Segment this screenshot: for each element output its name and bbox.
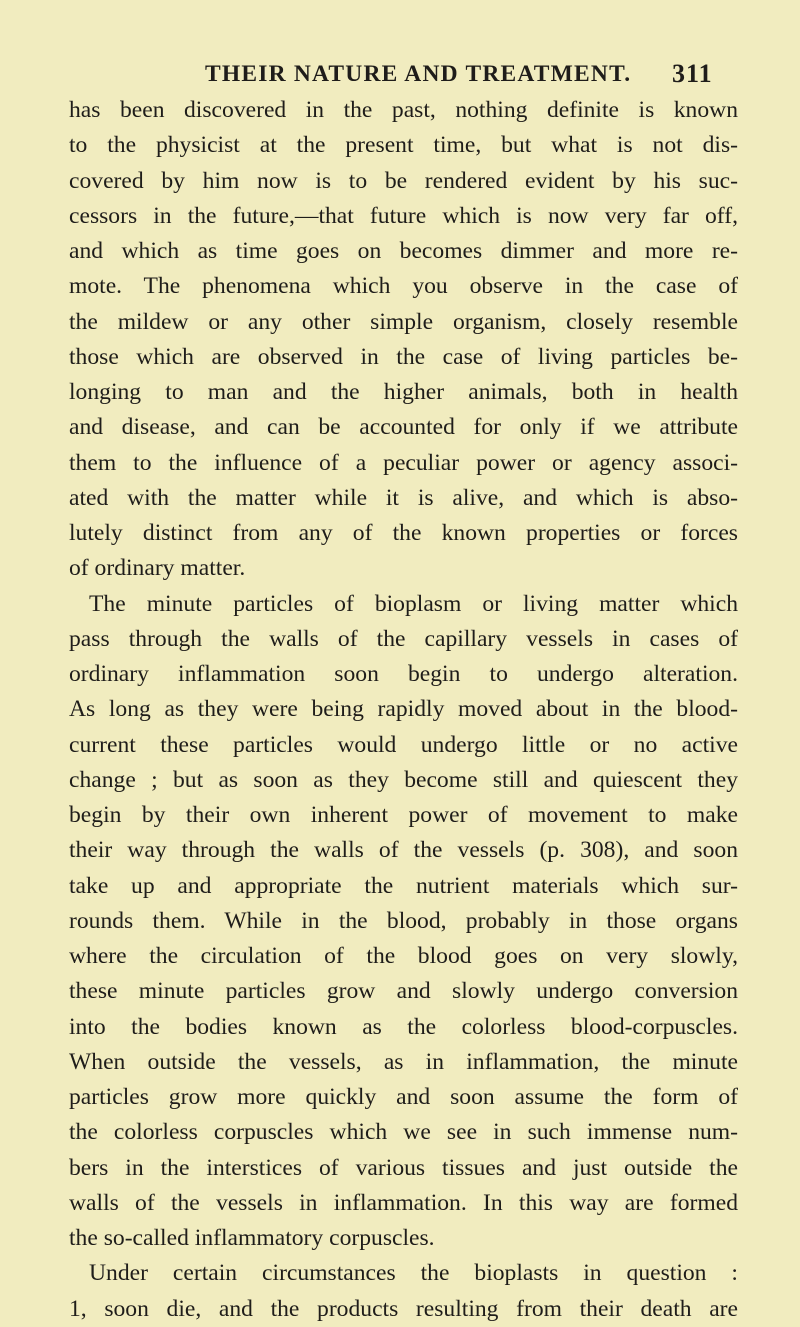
text-line: has been discovered in the past, nothing definite is known <box>69 97 738 123</box>
text-line: rounds them. While in the blood, probably in those organs <box>69 907 738 934</box>
text-line: pass through the walls of the capillary vessels in cases of <box>69 625 738 652</box>
text-line: the colorless corpuscles which we see in such immense num- <box>69 1119 738 1146</box>
text-line: begin by their own inherent power of movement to make <box>69 802 738 828</box>
text-line: the so-called inflammatory corpuscles. <box>69 1225 435 1251</box>
text-line: to the physicist at the present time, but what is not dis- <box>69 132 738 159</box>
body-text <box>69 93 738 1327</box>
page-number: 311 <box>672 59 713 88</box>
text-line: ated with the matter while it is alive, and which is abso- <box>69 484 738 511</box>
text-line: current these particles would undergo little or no active <box>69 731 738 758</box>
text-line: take up and appropriate the nutrient materials which sur- <box>69 872 738 899</box>
text-line: those which are observed in the case of living particles be- <box>69 343 738 370</box>
text-line: ordinary inflammation soon begin to undergo alteration. <box>69 661 738 687</box>
text-line: lutely distinct from any of the known properties or forces <box>69 520 738 546</box>
text-line: longing to man and the higher animals, both in health <box>69 379 738 405</box>
text-line: of ordinary matter. <box>69 555 246 582</box>
text-line: cessors in the future,—that future which is now very far off, <box>69 202 738 229</box>
text-line: their way through the walls of the vessels (p. 308), and soon <box>69 837 738 864</box>
text-line: 1, soon die, and the products resulting from their death are <box>69 1295 738 1322</box>
text-line: Under certain circumstances the bioplasts in question : <box>89 1260 738 1287</box>
running-title: THEIR NATURE AND TREATMENT. <box>205 61 632 87</box>
text-line: covered by him now is to be rendered evident by his suc- <box>69 167 738 194</box>
text-line: these minute particles grow and slowly undergo conversion <box>69 978 738 1005</box>
text-line: When outside the vessels, as in inflammation, the minute <box>69 1048 738 1075</box>
text-line: into the bodies known as the colorless blood-corpuscles. <box>69 1013 738 1040</box>
text-line: and disease, and can be accounted for only if we attribute <box>69 414 738 441</box>
text-line: walls of the vessels in inflammation. In this way are formed <box>69 1189 738 1216</box>
text-line: them to the influence of a peculiar power or agency associ- <box>69 449 738 476</box>
text-line: the mildew or any other simple organism, closely resemble <box>69 308 738 335</box>
running-head <box>0 58 800 98</box>
text-line: and which as time goes on becomes dimmer and more re- <box>69 238 738 264</box>
text-line: where the circulation of the blood goes on very slowly, <box>69 943 738 969</box>
text-line: particles grow more quickly and soon assume the form of <box>69 1084 738 1110</box>
text-line: mote. The phenomena which you observe in the case of <box>69 273 738 300</box>
text-line: change ; but as soon as they become still and quiescent they <box>69 766 738 793</box>
text-line: As long as they were being rapidly moved about in the blood- <box>69 696 738 723</box>
text-line: bers in the interstices of various tissues and just outside the <box>69 1154 738 1181</box>
text-line: The minute particles of bioplasm or living matter which <box>89 590 738 617</box>
